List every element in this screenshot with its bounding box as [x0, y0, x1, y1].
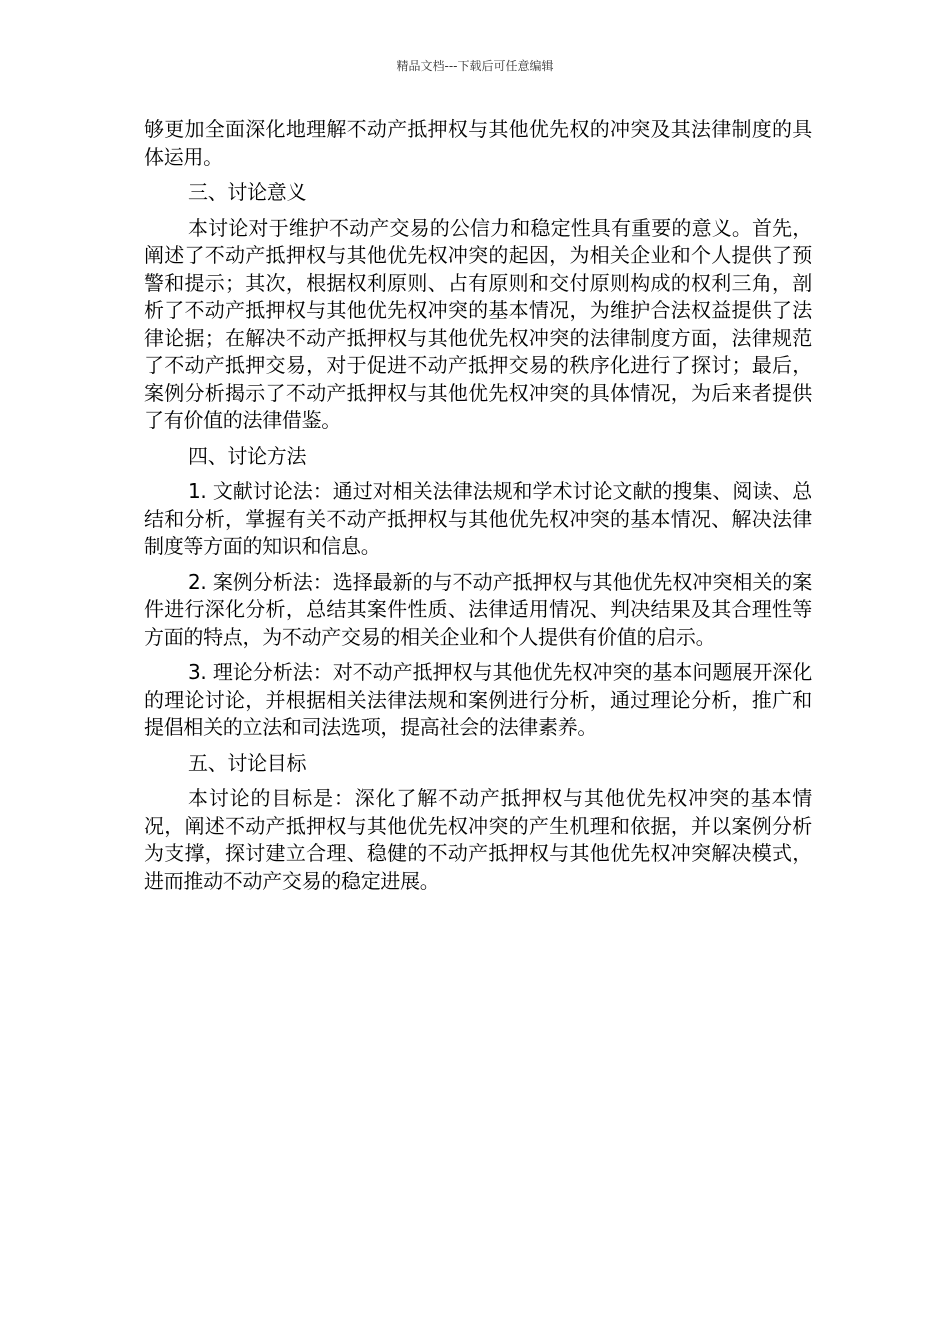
document-body: [144, 116, 812, 903]
section-heading-methods: 四、讨论方法: [188, 443, 307, 468]
method-item-literature: 1. 文献讨论法：通过对相关法律法规和学术讨论文献的搜集、阅读、总结和分析，掌握有关不动产抵押权与其他优先权冲突的基本情况、解决法律制度等方面的知识和信息。: [144, 479, 812, 558]
method-item-theory-analysis: 3. 理论分析法：对不动产抵押权与其他优先权冲突的基本问题展开深化的理论讨论，并根据相关法律法规和案例进行分析，通过理论分析，推广和提倡相关的立法和司法选项，提高社会的法律素养。: [144, 660, 812, 739]
section-heading-significance: 三、讨论意义: [188, 180, 307, 204]
section-heading-goals: 五、讨论目标: [188, 750, 307, 775]
paragraph-goals: 本讨论的目标是：深化了解不动产抵押权与其他优先权冲突的基本情况，阐述不动产抵押权与其他优先权冲突的产生机理和依据，并以案例分析为支撑，探讨建立合理、稳健的不动产抵押权与其他优先权冲突解决模式，进而推动不动产交易的稳定进展。: [144, 786, 812, 893]
method-item-case-analysis: 2. 案例分析法：选择最新的与不动产抵押权与其他优先权冲突相关的案件进行深化分析，总结其案件性质、法律适用情况、判决结果及其合理性等方面的特点，为不动产交易的相关企业和个人提供有价值的启示。: [144, 569, 812, 649]
paragraph-significance: 本讨论对于维护不动产交易的公信力和稳定性具有重要的意义。首先，阐述了不动产抵押权与其他优先权冲突的起因，为相关企业和个人提供了预警和提示；其次，根据权利原则、占有原则和交付原则构成的权利三角，剖析了不动产抵押权与其他优先权冲突的基本情况，为维护合法权益提供了法律论据；在解决不动产抵押权与其他优先权冲突的法律制度方面，法律规范了不动产抵押交易，对于促进不动产抵押交易的秩序化进行了探讨；最后，案例分析揭示了不动产抵押权与其他优先权冲突的具体情况，为后来者提供了有价值的法律借鉴。: [144, 215, 812, 432]
page-header: 精品文档---下载后可任意编辑: [396, 59, 554, 73]
paragraph-continuation: 够更加全面深化地理解不动产抵押权与其他优先权的冲突及其法律制度的具体运用。: [144, 117, 812, 169]
